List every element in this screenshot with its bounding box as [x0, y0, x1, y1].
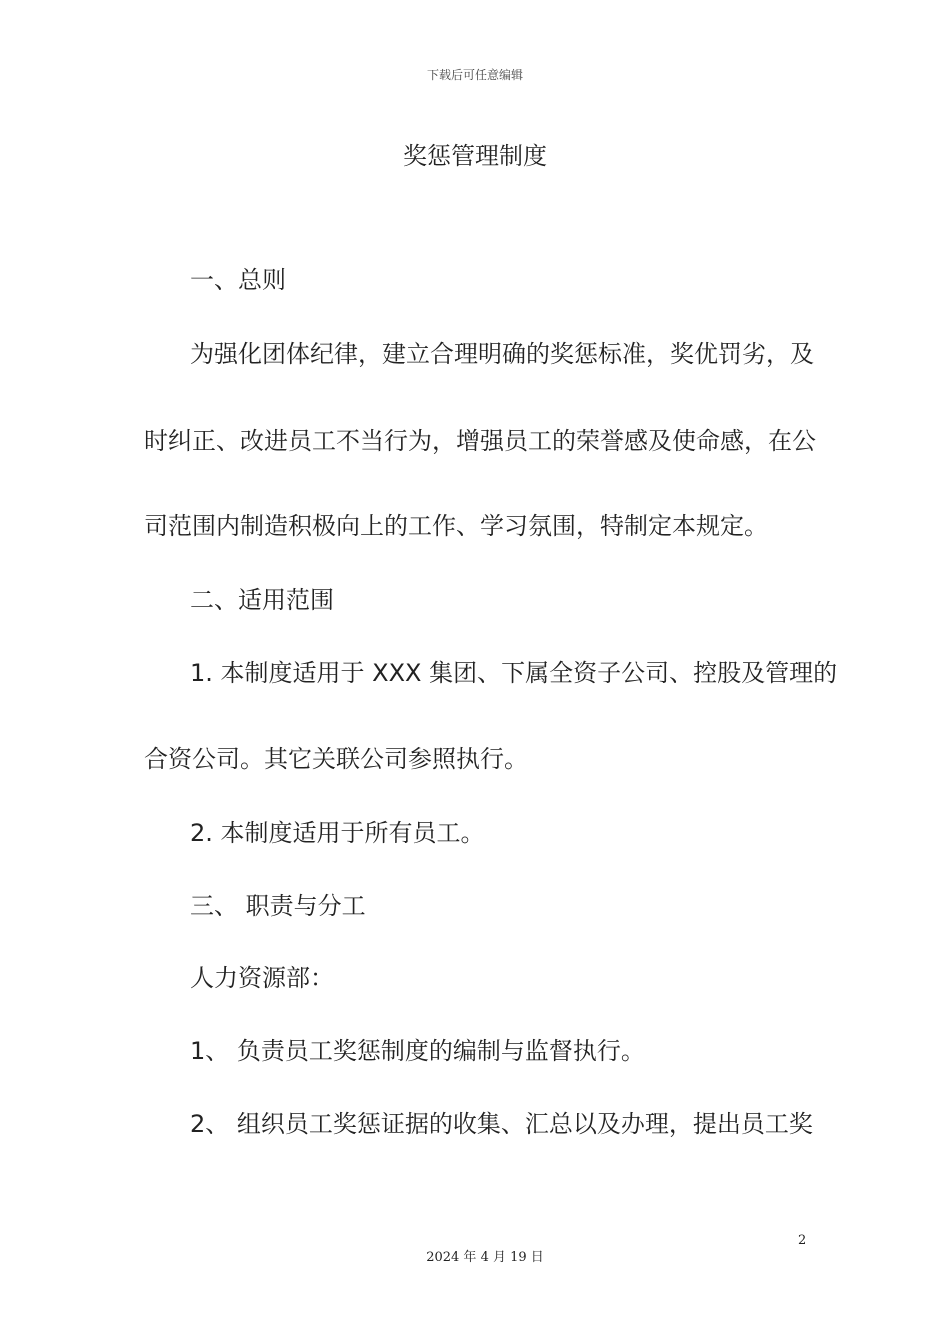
- paragraph-line: 2、 组织员工奖惩证据的收集、汇总以及办理，提出员工奖: [190, 1110, 813, 1138]
- paragraph-line: 1、 负责员工奖惩制度的编制与监督执行。: [190, 1037, 645, 1065]
- paragraph-line: 合资公司。其它关联公司参照执行。: [144, 745, 528, 773]
- paragraph-line: 为强化团体纪律，建立合理明确的奖惩标准，奖优罚劣，及: [190, 340, 814, 368]
- section-heading-duties: 三、 职责与分工: [190, 892, 366, 920]
- paragraph-line: 司范围内制造积极向上的工作、学习氛围，特制定本规定。: [144, 512, 768, 540]
- header-note: 下载后可任意编辑: [426, 68, 523, 82]
- paragraph-line: 1. 本制度适用于 XXX 集团、下属全资子公司、控股及管理的: [190, 659, 838, 687]
- paragraph-line: 2. 本制度适用于所有员工。: [190, 819, 485, 847]
- section-heading-scope: 二、适用范围: [190, 586, 334, 614]
- paragraph-line: 人力资源部：: [190, 964, 334, 992]
- document-title: 奖惩管理制度: [403, 142, 547, 170]
- page-number: 2: [798, 1233, 807, 1248]
- section-heading-general: 一、总则: [190, 266, 286, 294]
- paragraph-line: 时纠正、改进员工不当行为，增强员工的荣誉感及使命感，在公: [144, 427, 816, 455]
- footer-date: 2024 年 4 月 19 日: [426, 1250, 544, 1265]
